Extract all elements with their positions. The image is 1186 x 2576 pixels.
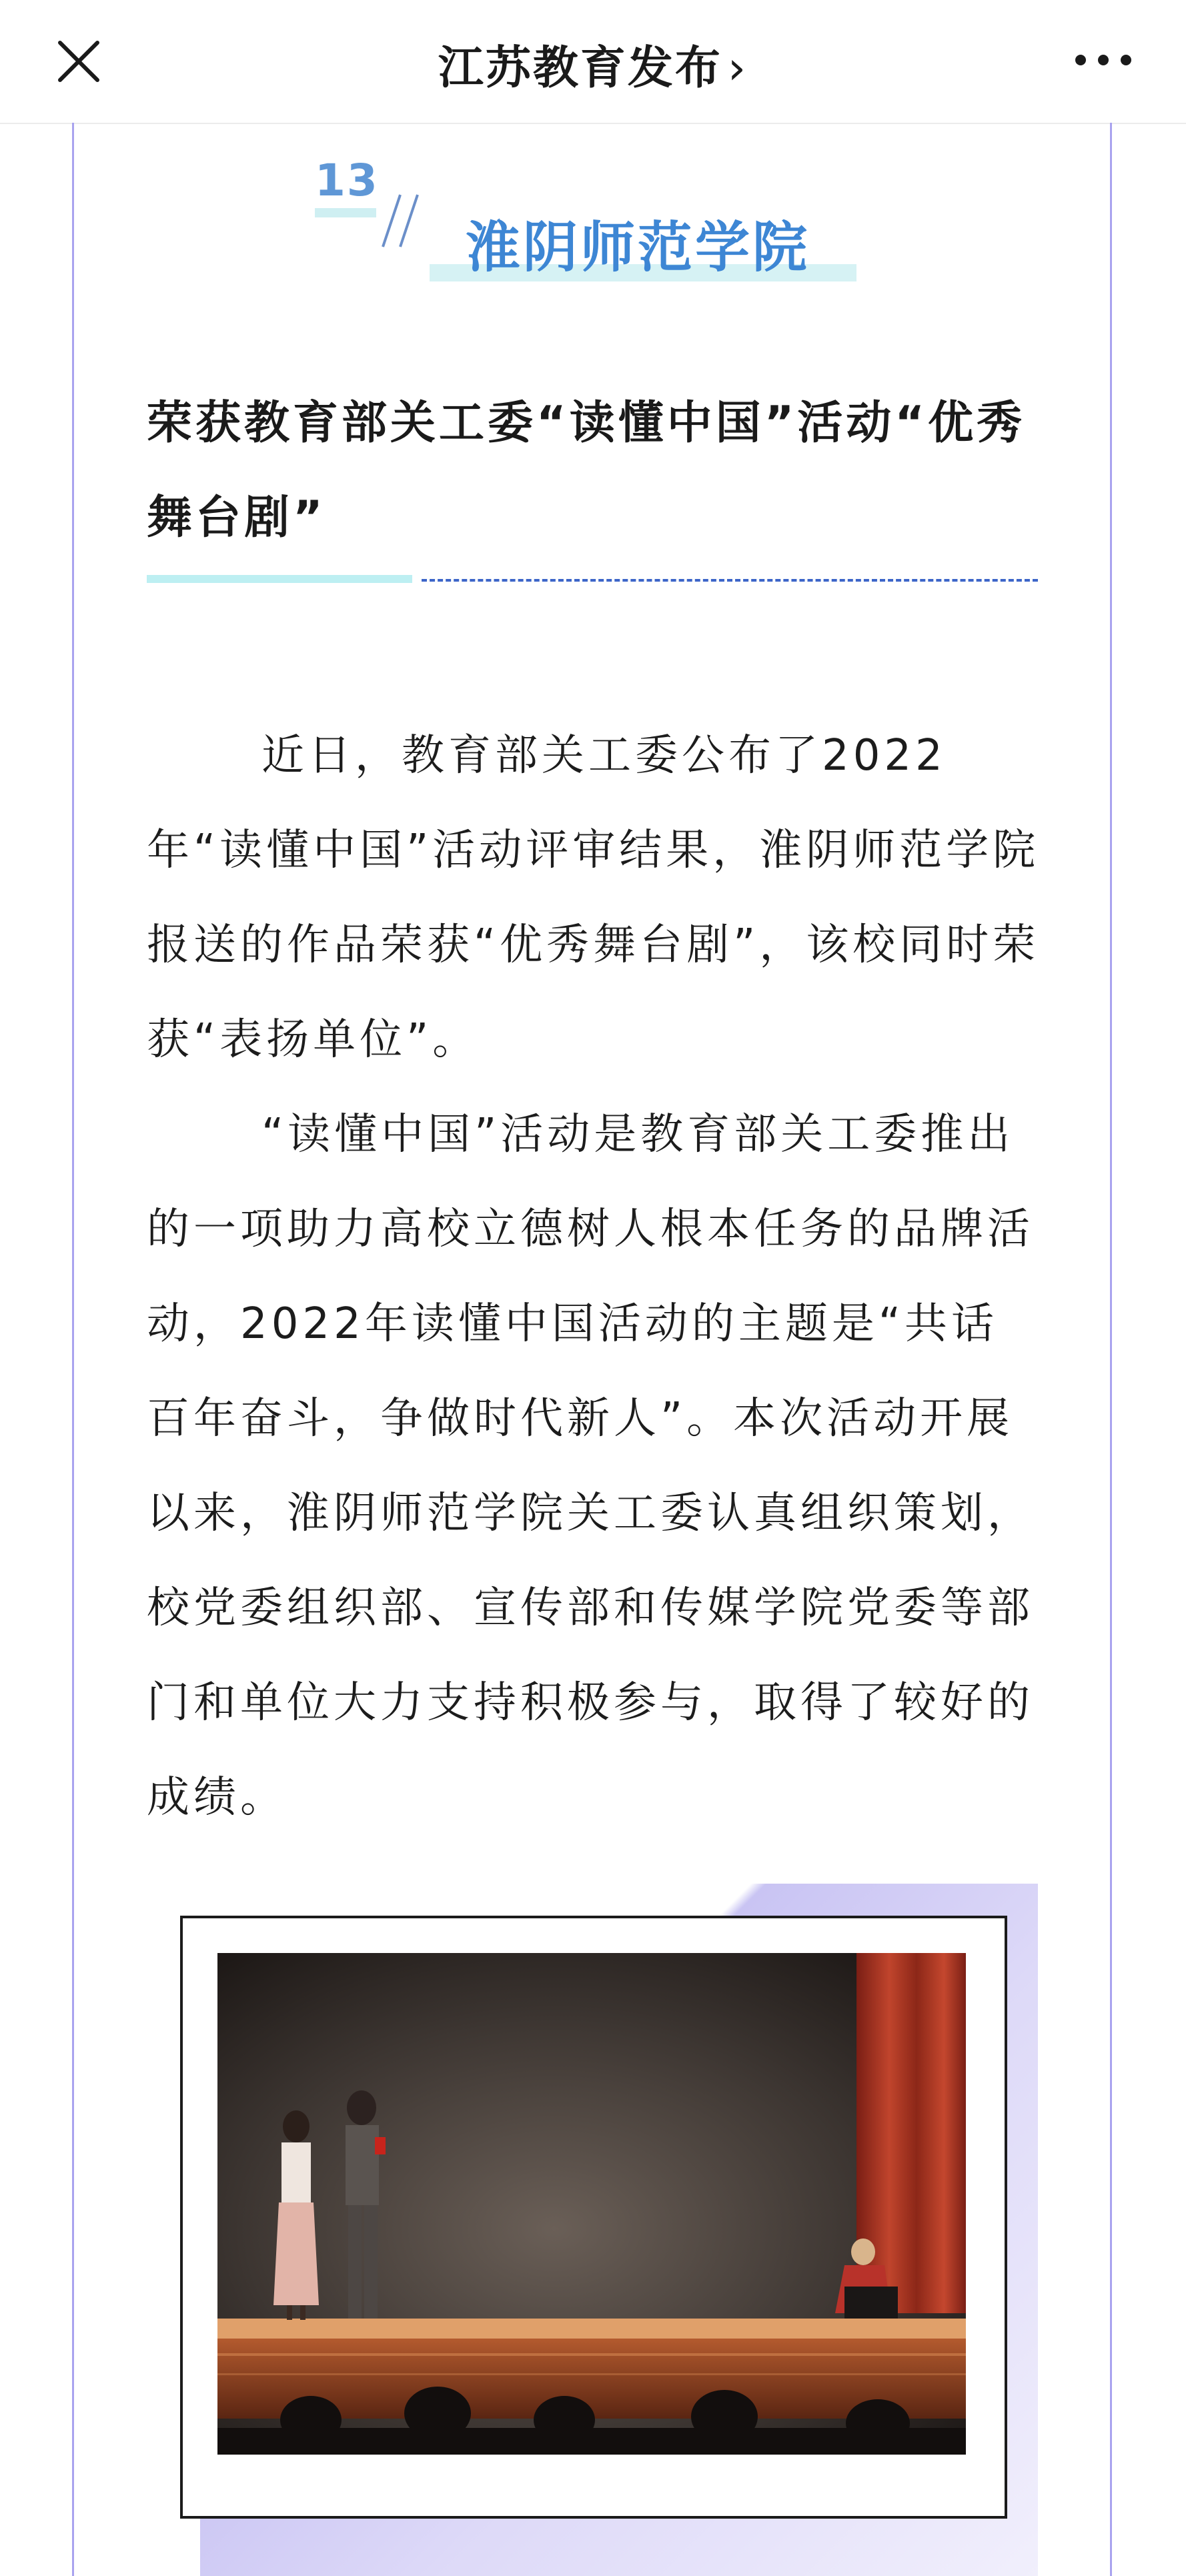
top-nav-bar [0,0,1186,124]
section-number: 13 [315,155,379,206]
stage-performance-photo[interactable] [217,1953,966,2455]
more-icon[interactable] [1070,47,1137,73]
account-title[interactable]: 江苏教育发布 [438,42,722,95]
article-frame-right [1110,123,1112,2576]
section-number-underline [315,208,376,217]
double-slash-decoration [380,191,434,251]
school-name: 淮阴师范学院 [466,216,810,279]
headline-underline-highlight [147,575,412,583]
article-headline: 荣获教育部关工委“读懂中国”活动“优秀舞台剧” [147,397,1026,544]
headline-underline-dashed [422,579,1038,582]
article-paragraph-1 [147,708,1041,1087]
article-paragraph-2 [147,1087,1041,1845]
paragraph-1-text: 近日，教育部关工委公布了2022年“读懂中国”活动评审结果，淮阴师范学院报送的作品荣获“优秀舞台剧”，该校同时荣获“表扬单位”。 [147,731,1040,1065]
chevron-right-icon: › [727,42,748,95]
paragraph-2-text: “读懂中国”活动是教育部关工委推出的一项助力高校立德树人根本任务的品牌活动，2022年读懂中国活动的主题是“共话百年奋斗，争做时代新人”。本次活动开展以来，淮阴师范学院关工委认真组织策划，校党委组织部、宣传部和传媒学院党委等部门和单位大力支持积极参与，取得了较好的成绩。 [147,1110,1034,1822]
article-frame-left [72,123,74,2576]
account-title-link[interactable] [0,32,1186,97]
